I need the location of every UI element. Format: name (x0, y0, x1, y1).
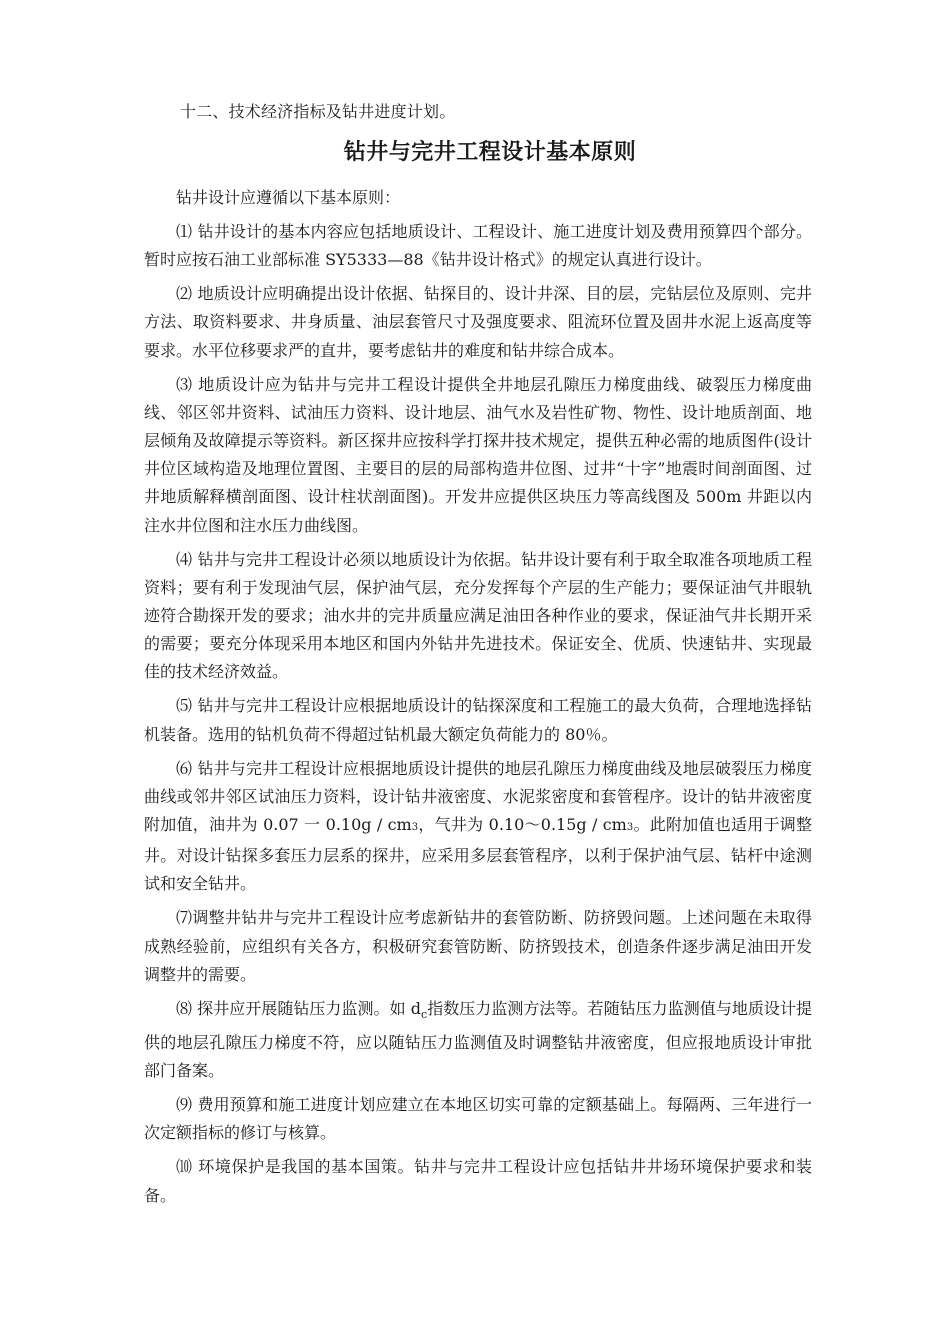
section-title: 钻井与完井工程设计基本原则 (343, 140, 637, 165)
principle-4: ⑷ 钻井与完井工程设计必须以地质设计为依据。钻井设计要有利于取全取准各项地质工程资料；要有利于发现油气层，保护油气层，充分发挥每个产层的生产能力；要保证油气井眼轨迹符合勘探开发的要求；油水井的完井质量应满足油田各种作业的要求，保证油气井长期开采的需要；要充分体现采用本地区和国内外钻井先进技术。保证安全、优质、快速钻井、实现最佳的技术经济效益。 (144, 549, 812, 682)
principle-9: ⑼ 费用预算和施工进度计划应建立在本地区切实可靠的定额基础上。每隔两、三年进行一次定额指标的修订与核算。 (144, 1095, 812, 1143)
principle-3: ⑶ 地质设计应为钻井与完井工程设计提供全井地层孔隙压力梯度曲线、破裂压力梯度曲线、邻区邻井资料、试油压力资料、设计地层、油气水及岩性矿物、物性、设计地质剖面、地层倾角及故障提示等资料。新区探井应按科学打探井技术规定，提供五种必需的地质图件(设计井位区域构造及地理位置图、主要目的层的局部构造井位图、过井“十字”地震时间剖面图、过井地质解释横剖面图、设计柱状剖面图)。开发井应提供区块压力等高线图及 500m 井距以内注水井位图和注水压力曲线图。 (144, 374, 812, 535)
principle-2: ⑵ 地质设计应明确提出设计依据、钻探目的、设计井深、目的层，完钻层位及原则、完井方法、取资料要求、井身质量、油层套管尺寸及强度要求、阻流环位置及固井水泥上返高度等要求。水平位移要求严的直井，要考虑钻井的难度和钻井综合成本。 (144, 284, 812, 360)
document-body (144, 184, 812, 1216)
principle-8 (144, 995, 812, 1086)
principle-6 (144, 755, 812, 899)
principle-8-part-b: 指数压力监测方法等。若随钻压力监测值与地质设计提供的地层孔隙压力梯度不符，应以随钻压力监测值及时调整钻井液密度，但应报地质设计审批部门备案。 (144, 998, 812, 1081)
principle-6-part-c: 。此附加值也适用于调整井。对设计钻探多套压力层系的探井，应采用多层套管程序，以利于保护油气层、钻杆中途测试和安全钻井。 (144, 815, 812, 894)
principle-7: ⑺调整井钻井与完井工程设计应考虑新钻井的套管防断、防挤毁问题。上述问题在未取得成熟经验前，应组织有关各方，积极研究套管防断、防挤毁技术，创造条件逐步满足油田开发调整井的需要。 (144, 908, 812, 984)
intro-paragraph: 钻井设计应遵循以下基本原则： (176, 188, 401, 207)
dc-subscript: c (420, 1007, 428, 1021)
principle-6-part-a: ⑹ 钻井与完井工程设计应根据地质设计提供的地层孔隙压力梯度曲线及地层破裂压力梯度曲线或邻井邻区试油压力资料，设计钻井液密度、水泥浆密度和套管程序。设计的钻井液密度附加值，油井为 0.07 一 0.10g / cm (144, 758, 812, 835)
lead-line: 十二、技术经济指标及钻井进度计划。 (180, 102, 456, 121)
cubic-exponent: 3 (411, 822, 419, 834)
principle-10: ⑽ 环境保护是我国的基本国策。钻井与完井工程设计应包括钻井井场环境保护要求和装备。 (144, 1157, 812, 1205)
principle-8-part-a: ⑻ 探井应开展随钻压力监测。如 d (176, 998, 421, 1018)
principle-5: ⑸ 钻井与完井工程设计应根据地质设计的钻探深度和工程施工的最大负荷，合理地选择钻机装备。选用的钻机负荷不得超过钻机最大额定负荷能力的 80％。 (144, 696, 812, 744)
principle-6-part-b: ，气井为 0.10～0.15g / cm (418, 815, 627, 835)
principle-1: ⑴ 钻井设计的基本内容应包括地质设计、工程设计、施工进度计划及费用预算四个部分。暂时应按石油工业部标准 SY5333—88《钻井设计格式》的规定认真进行设计。 (144, 222, 812, 270)
cubic-exponent: 3 (626, 822, 634, 834)
